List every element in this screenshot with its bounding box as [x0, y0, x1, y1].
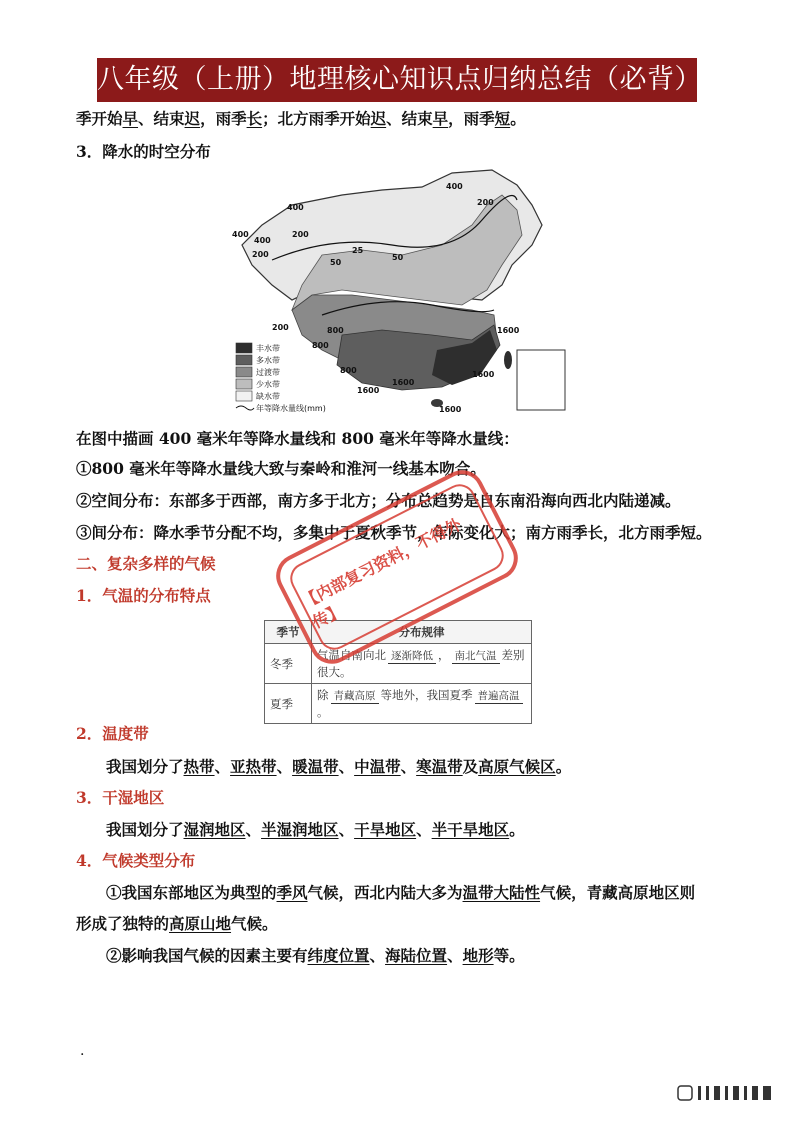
legend-label: 年等降水量线(mm)	[256, 404, 326, 413]
page-title-banner: 八年级（上册）地理核心知识点归纳总结（必背）	[97, 58, 697, 102]
table-header-rule: 分布规律	[312, 621, 532, 644]
subheading-temperature-zones: 2．温度带	[76, 724, 149, 743]
precip-point-1: ①800 毫米年等降水量线大致与秦岭和淮河一线基本吻合。	[76, 459, 486, 478]
climate-types-text-2: 形成了独特的高原山地气候。	[76, 914, 278, 933]
map-label: 800	[312, 341, 329, 350]
table-header-season: 季节	[265, 621, 312, 644]
internal-material-stamp: 【内部复习资料，不得外传】	[269, 463, 526, 672]
section-heading-precip: 3．降水的时空分布	[76, 142, 211, 161]
climate-types-text-1: ①我国东部地区为典型的季风气候，西北内陆大多为温带大陆性气候，青藏高原地区则	[106, 883, 696, 902]
legend-swatch	[236, 367, 252, 377]
subheading-climate-types: 4．气候类型分布	[76, 851, 196, 870]
map-label: 1600	[392, 378, 415, 387]
map-label: 50	[392, 253, 404, 262]
subheading-dry-wet: 3．干湿地区	[76, 788, 165, 807]
map-label: 200	[292, 230, 309, 239]
table-cell-rule: 气温自南向北 逐渐降低 ， 南北气温 差别很大。	[312, 644, 532, 684]
dry-wet-text: 我国划分了湿润地区、半湿润地区、干旱地区、半干旱地区。	[106, 820, 525, 839]
legend-swatch	[236, 391, 252, 401]
map-label: 400	[287, 203, 304, 212]
legend-label: 少水带	[256, 380, 280, 389]
table-cell-rule: 除 青藏高原 等地外，我国夏季 普遍高温。	[312, 684, 532, 724]
legend-swatch	[236, 343, 252, 353]
precip-point-3: ③间分布：降水季节分配不均，多集中于夏秋季节，年际变化大；南方雨季长，北方雨季短。	[76, 523, 712, 542]
precip-point-2: ②空间分布：东部多于西部，南方多于北方；分布总趋势是自东南沿海向西北内陆递减。	[76, 491, 681, 510]
table-cell-season: 夏季	[265, 684, 312, 724]
legend-label: 多水带	[256, 356, 280, 365]
map-label: 400	[232, 230, 249, 239]
section-heading-climate: 二、复杂多样的气候	[76, 554, 216, 573]
map-label: 200	[272, 323, 289, 332]
map-label: 1600	[439, 405, 462, 413]
map-label: 200	[252, 250, 269, 259]
footer-dot: .	[80, 1043, 85, 1059]
legend-isoline-swatch	[236, 406, 254, 410]
map-label: 1600	[357, 386, 380, 395]
legend-swatch	[236, 379, 252, 389]
temperature-zones-text: 我国划分了热带、亚热带、暖温带、中温带、寒温带及高原气候区。	[106, 757, 572, 776]
climate-factors-text: ②影响我国气候的因素主要有纬度位置、海陆位置、地形等。	[106, 946, 525, 965]
watermark-logo-icon	[676, 1082, 776, 1104]
legend-label: 过渡带	[256, 368, 280, 377]
map-label: 200	[477, 198, 494, 207]
map-label: 25	[352, 246, 364, 255]
map-label: 50	[330, 258, 342, 267]
map-label: 400	[446, 182, 463, 191]
map-label: 1600	[472, 370, 495, 379]
map-inset	[517, 350, 565, 410]
legend-swatch	[236, 355, 252, 365]
table-row	[265, 684, 532, 724]
table-row	[265, 644, 532, 684]
map-label: 800	[327, 326, 344, 335]
map-label: 1600	[497, 326, 520, 335]
table-cell-season: 冬季	[265, 644, 312, 684]
map-instruction: 在图中描画 400 毫米年等降水量线和 800 毫米年等降水量线：	[76, 429, 519, 448]
map-label: 400	[254, 236, 271, 245]
legend-label: 丰水带	[256, 344, 280, 353]
subheading-temperature: 1．气温的分布特点	[76, 586, 211, 605]
monsoon-line: 季开始早、结束迟，雨季长；北方雨季开始迟、结束早，雨季短。	[76, 109, 526, 128]
precipitation-map	[232, 165, 568, 413]
legend-label: 缺水带	[256, 392, 280, 401]
map-label: 800	[340, 366, 357, 375]
map-taiwan	[504, 351, 512, 369]
